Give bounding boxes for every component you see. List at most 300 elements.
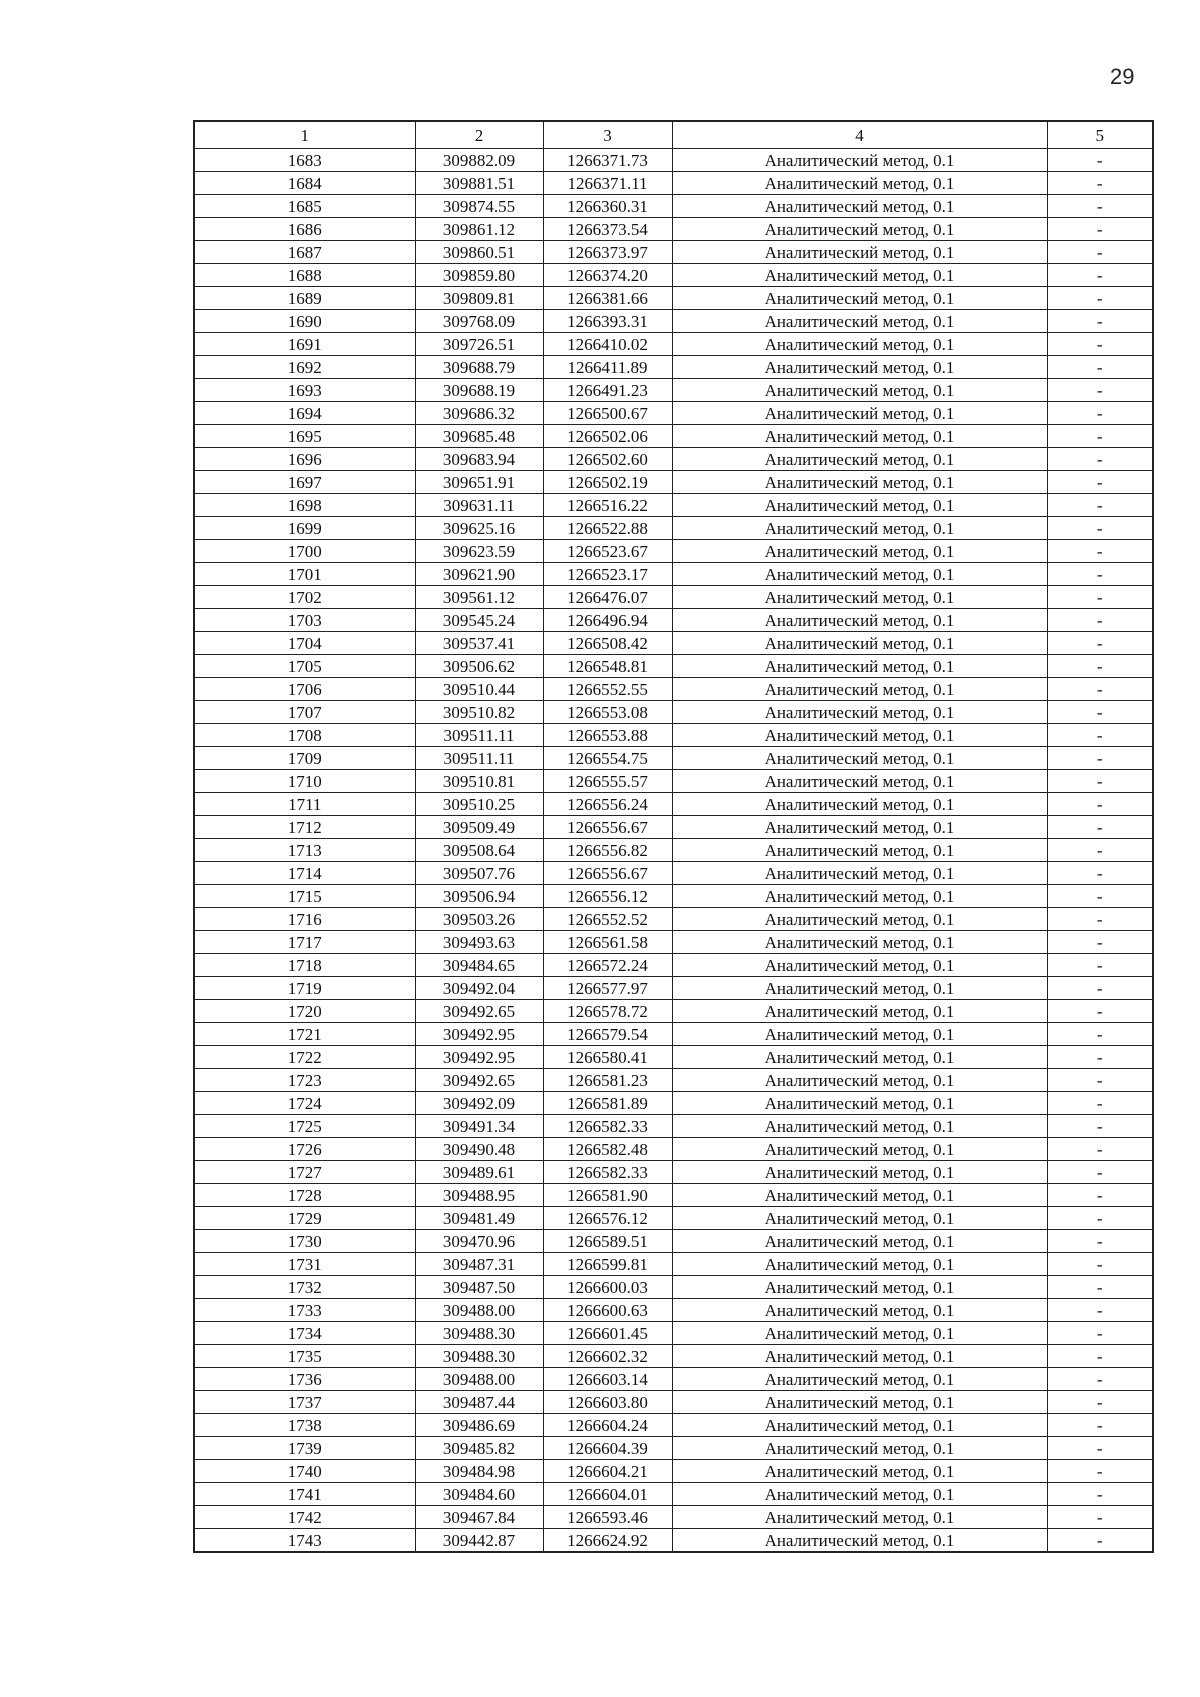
note-cell: - [1047,1529,1153,1553]
table-row [194,632,1153,655]
method-cell: Аналитический метод, 0.1 [672,1529,1047,1553]
point-number-cell: 1694 [194,402,415,425]
table-row [194,172,1153,195]
table-row [194,494,1153,517]
y-coordinate-cell: 1266373.97 [543,241,672,264]
method-cell: Аналитический метод, 0.1 [672,655,1047,678]
x-coordinate-cell: 309484.60 [415,1483,543,1506]
method-cell: Аналитический метод, 0.1 [672,1023,1047,1046]
note-cell: - [1047,586,1153,609]
point-number-cell: 1710 [194,770,415,793]
point-number-cell: 1712 [194,816,415,839]
method-cell: Аналитический метод, 0.1 [672,1115,1047,1138]
method-cell: Аналитический метод, 0.1 [672,402,1047,425]
column-header: 5 [1047,121,1153,149]
note-cell: - [1047,862,1153,885]
table-row [194,1092,1153,1115]
note-cell: - [1047,747,1153,770]
y-coordinate-cell: 1266580.41 [543,1046,672,1069]
column-header: 1 [194,121,415,149]
note-cell: - [1047,471,1153,494]
note-cell: - [1047,402,1153,425]
table-row [194,609,1153,632]
y-coordinate-cell: 1266589.51 [543,1230,672,1253]
column-header: 3 [543,121,672,149]
y-coordinate-cell: 1266603.14 [543,1368,672,1391]
x-coordinate-cell: 309470.96 [415,1230,543,1253]
x-coordinate-cell: 309686.32 [415,402,543,425]
x-coordinate-cell: 309492.65 [415,1069,543,1092]
y-coordinate-cell: 1266599.81 [543,1253,672,1276]
table-row [194,1069,1153,1092]
point-number-cell: 1683 [194,149,415,172]
x-coordinate-cell: 309492.04 [415,977,543,1000]
y-coordinate-cell: 1266360.31 [543,195,672,218]
x-coordinate-cell: 309860.51 [415,241,543,264]
note-cell: - [1047,908,1153,931]
x-coordinate-cell: 309487.50 [415,1276,543,1299]
method-cell: Аналитический метод, 0.1 [672,816,1047,839]
table-row [194,517,1153,540]
point-number-cell: 1709 [194,747,415,770]
table-row [194,333,1153,356]
table-row [194,586,1153,609]
y-coordinate-cell: 1266572.24 [543,954,672,977]
note-cell: - [1047,379,1153,402]
method-cell: Аналитический метод, 0.1 [672,954,1047,977]
y-coordinate-cell: 1266604.39 [543,1437,672,1460]
table-row [194,540,1153,563]
x-coordinate-cell: 309685.48 [415,425,543,448]
table-row [194,1391,1153,1414]
table-row [194,1115,1153,1138]
table-row [194,1529,1153,1553]
note-cell: - [1047,839,1153,862]
x-coordinate-cell: 309491.34 [415,1115,543,1138]
method-cell: Аналитический метод, 0.1 [672,356,1047,379]
table-row [194,287,1153,310]
table-row [194,1230,1153,1253]
y-coordinate-cell: 1266522.88 [543,517,672,540]
y-coordinate-cell: 1266552.52 [543,908,672,931]
note-cell: - [1047,1506,1153,1529]
note-cell: - [1047,149,1153,172]
x-coordinate-cell: 309485.82 [415,1437,543,1460]
y-coordinate-cell: 1266561.58 [543,931,672,954]
page-number: 29 [1110,64,1135,89]
table-header-row [194,121,1153,149]
point-number-cell: 1741 [194,1483,415,1506]
y-coordinate-cell: 1266410.02 [543,333,672,356]
point-number-cell: 1742 [194,1506,415,1529]
method-cell: Аналитический метод, 0.1 [672,1483,1047,1506]
table-row [194,356,1153,379]
point-number-cell: 1688 [194,264,415,287]
y-coordinate-cell: 1266603.80 [543,1391,672,1414]
note-cell: - [1047,977,1153,1000]
y-coordinate-cell: 1266604.01 [543,1483,672,1506]
x-coordinate-cell: 309508.64 [415,839,543,862]
y-coordinate-cell: 1266582.48 [543,1138,672,1161]
note-cell: - [1047,1460,1153,1483]
y-coordinate-cell: 1266556.12 [543,885,672,908]
table-row [194,724,1153,747]
method-cell: Аналитический метод, 0.1 [672,494,1047,517]
y-coordinate-cell: 1266502.19 [543,471,672,494]
note-cell: - [1047,655,1153,678]
y-coordinate-cell: 1266604.24 [543,1414,672,1437]
point-number-cell: 1690 [194,310,415,333]
x-coordinate-cell: 309509.49 [415,816,543,839]
table-row [194,931,1153,954]
method-cell: Аналитический метод, 0.1 [672,333,1047,356]
method-cell: Аналитический метод, 0.1 [672,1069,1047,1092]
x-coordinate-cell: 309510.81 [415,770,543,793]
y-coordinate-cell: 1266582.33 [543,1161,672,1184]
y-coordinate-cell: 1266579.54 [543,1023,672,1046]
point-number-cell: 1699 [194,517,415,540]
method-cell: Аналитический метод, 0.1 [672,701,1047,724]
table-row [194,379,1153,402]
table-row [194,1207,1153,1230]
table-row [194,471,1153,494]
y-coordinate-cell: 1266523.67 [543,540,672,563]
note-cell: - [1047,448,1153,471]
point-number-cell: 1714 [194,862,415,885]
method-cell: Аналитический метод, 0.1 [672,172,1047,195]
point-number-cell: 1716 [194,908,415,931]
method-cell: Аналитический метод, 0.1 [672,678,1047,701]
note-cell: - [1047,310,1153,333]
x-coordinate-cell: 309809.81 [415,287,543,310]
x-coordinate-cell: 309623.59 [415,540,543,563]
y-coordinate-cell: 1266600.03 [543,1276,672,1299]
note-cell: - [1047,1483,1153,1506]
x-coordinate-cell: 309511.11 [415,747,543,770]
note-cell: - [1047,724,1153,747]
note-cell: - [1047,701,1153,724]
method-cell: Аналитический метод, 0.1 [672,149,1047,172]
x-coordinate-cell: 309493.63 [415,931,543,954]
point-number-cell: 1715 [194,885,415,908]
note-cell: - [1047,195,1153,218]
method-cell: Аналитический метод, 0.1 [672,724,1047,747]
note-cell: - [1047,770,1153,793]
point-number-cell: 1730 [194,1230,415,1253]
y-coordinate-cell: 1266581.90 [543,1184,672,1207]
point-number-cell: 1717 [194,931,415,954]
x-coordinate-cell: 309651.91 [415,471,543,494]
point-number-cell: 1687 [194,241,415,264]
method-cell: Аналитический метод, 0.1 [672,1460,1047,1483]
coordinates-table [193,120,1154,1553]
table-row [194,149,1153,172]
point-number-cell: 1731 [194,1253,415,1276]
point-number-cell: 1713 [194,839,415,862]
note-cell: - [1047,1046,1153,1069]
method-cell: Аналитический метод, 0.1 [672,1092,1047,1115]
y-coordinate-cell: 1266576.12 [543,1207,672,1230]
method-cell: Аналитический метод, 0.1 [672,1299,1047,1322]
note-cell: - [1047,1023,1153,1046]
table-row [194,1506,1153,1529]
x-coordinate-cell: 309726.51 [415,333,543,356]
point-number-cell: 1737 [194,1391,415,1414]
x-coordinate-cell: 309631.11 [415,494,543,517]
x-coordinate-cell: 309510.25 [415,793,543,816]
method-cell: Аналитический метод, 0.1 [672,1184,1047,1207]
y-coordinate-cell: 1266556.67 [543,816,672,839]
point-number-cell: 1695 [194,425,415,448]
point-number-cell: 1732 [194,1276,415,1299]
table-row [194,1345,1153,1368]
table-row [194,1368,1153,1391]
method-cell: Аналитический метод, 0.1 [672,1322,1047,1345]
y-coordinate-cell: 1266556.82 [543,839,672,862]
method-cell: Аналитический метод, 0.1 [672,264,1047,287]
point-number-cell: 1702 [194,586,415,609]
y-coordinate-cell: 1266491.23 [543,379,672,402]
method-cell: Аналитический метод, 0.1 [672,908,1047,931]
x-coordinate-cell: 309488.00 [415,1299,543,1322]
method-cell: Аналитический метод, 0.1 [672,471,1047,494]
note-cell: - [1047,1000,1153,1023]
table-row [194,1299,1153,1322]
table-row [194,1322,1153,1345]
x-coordinate-cell: 309488.95 [415,1184,543,1207]
x-coordinate-cell: 309503.26 [415,908,543,931]
point-number-cell: 1738 [194,1414,415,1437]
table-row [194,1184,1153,1207]
method-cell: Аналитический метод, 0.1 [672,287,1047,310]
table-row [194,448,1153,471]
method-cell: Аналитический метод, 0.1 [672,1345,1047,1368]
x-coordinate-cell: 309490.48 [415,1138,543,1161]
table-row [194,701,1153,724]
method-cell: Аналитический метод, 0.1 [672,517,1047,540]
x-coordinate-cell: 309537.41 [415,632,543,655]
point-number-cell: 1723 [194,1069,415,1092]
point-number-cell: 1698 [194,494,415,517]
method-cell: Аналитический метод, 0.1 [672,1207,1047,1230]
point-number-cell: 1743 [194,1529,415,1553]
note-cell: - [1047,1276,1153,1299]
point-number-cell: 1711 [194,793,415,816]
method-cell: Аналитический метод, 0.1 [672,747,1047,770]
y-coordinate-cell: 1266476.07 [543,586,672,609]
method-cell: Аналитический метод, 0.1 [672,1046,1047,1069]
y-coordinate-cell: 1266553.88 [543,724,672,747]
x-coordinate-cell: 309506.62 [415,655,543,678]
x-coordinate-cell: 309487.31 [415,1253,543,1276]
y-coordinate-cell: 1266496.94 [543,609,672,632]
point-number-cell: 1734 [194,1322,415,1345]
point-number-cell: 1719 [194,977,415,1000]
point-number-cell: 1718 [194,954,415,977]
method-cell: Аналитический метод, 0.1 [672,1414,1047,1437]
x-coordinate-cell: 309492.95 [415,1023,543,1046]
note-cell: - [1047,1299,1153,1322]
y-coordinate-cell: 1266381.66 [543,287,672,310]
method-cell: Аналитический метод, 0.1 [672,1253,1047,1276]
table-row [194,1276,1153,1299]
note-cell: - [1047,1322,1153,1345]
column-header: 2 [415,121,543,149]
point-number-cell: 1720 [194,1000,415,1023]
y-coordinate-cell: 1266556.67 [543,862,672,885]
table-row [194,1046,1153,1069]
x-coordinate-cell: 309484.98 [415,1460,543,1483]
method-cell: Аналитический метод, 0.1 [672,1230,1047,1253]
table-row [194,678,1153,701]
x-coordinate-cell: 309859.80 [415,264,543,287]
table-row [194,1138,1153,1161]
note-cell: - [1047,1184,1153,1207]
table-row [194,310,1153,333]
x-coordinate-cell: 309561.12 [415,586,543,609]
x-coordinate-cell: 309488.00 [415,1368,543,1391]
method-cell: Аналитический метод, 0.1 [672,1506,1047,1529]
table-row [194,747,1153,770]
x-coordinate-cell: 309621.90 [415,563,543,586]
table-row [194,264,1153,287]
table-row [194,1414,1153,1437]
note-cell: - [1047,172,1153,195]
table-row [194,770,1153,793]
table-row [194,195,1153,218]
point-number-cell: 1722 [194,1046,415,1069]
y-coordinate-cell: 1266554.75 [543,747,672,770]
point-number-cell: 1685 [194,195,415,218]
note-cell: - [1047,1253,1153,1276]
note-cell: - [1047,425,1153,448]
point-number-cell: 1735 [194,1345,415,1368]
method-cell: Аналитический метод, 0.1 [672,1161,1047,1184]
x-coordinate-cell: 309510.82 [415,701,543,724]
method-cell: Аналитический метод, 0.1 [672,1391,1047,1414]
note-cell: - [1047,356,1153,379]
table-row [194,241,1153,264]
point-number-cell: 1728 [194,1184,415,1207]
note-cell: - [1047,931,1153,954]
y-coordinate-cell: 1266578.72 [543,1000,672,1023]
note-cell: - [1047,1368,1153,1391]
method-cell: Аналитический метод, 0.1 [672,609,1047,632]
point-number-cell: 1740 [194,1460,415,1483]
note-cell: - [1047,241,1153,264]
note-cell: - [1047,1115,1153,1138]
point-number-cell: 1739 [194,1437,415,1460]
y-coordinate-cell: 1266548.81 [543,655,672,678]
x-coordinate-cell: 309511.11 [415,724,543,747]
note-cell: - [1047,1207,1153,1230]
x-coordinate-cell: 309506.94 [415,885,543,908]
note-cell: - [1047,632,1153,655]
table-row [194,218,1153,241]
x-coordinate-cell: 309510.44 [415,678,543,701]
y-coordinate-cell: 1266502.06 [543,425,672,448]
method-cell: Аналитический метод, 0.1 [672,241,1047,264]
table-row [194,954,1153,977]
method-cell: Аналитический метод, 0.1 [672,1437,1047,1460]
note-cell: - [1047,287,1153,310]
x-coordinate-cell: 309486.69 [415,1414,543,1437]
y-coordinate-cell: 1266393.31 [543,310,672,333]
note-cell: - [1047,885,1153,908]
point-number-cell: 1724 [194,1092,415,1115]
y-coordinate-cell: 1266602.32 [543,1345,672,1368]
method-cell: Аналитический метод, 0.1 [672,1276,1047,1299]
y-coordinate-cell: 1266371.11 [543,172,672,195]
y-coordinate-cell: 1266577.97 [543,977,672,1000]
point-number-cell: 1691 [194,333,415,356]
x-coordinate-cell: 309688.79 [415,356,543,379]
x-coordinate-cell: 309683.94 [415,448,543,471]
x-coordinate-cell: 309874.55 [415,195,543,218]
table-row [194,862,1153,885]
point-number-cell: 1727 [194,1161,415,1184]
table-row [194,839,1153,862]
note-cell: - [1047,678,1153,701]
x-coordinate-cell: 309881.51 [415,172,543,195]
table-row [194,1161,1153,1184]
method-cell: Аналитический метод, 0.1 [672,885,1047,908]
point-number-cell: 1686 [194,218,415,241]
method-cell: Аналитический метод, 0.1 [672,793,1047,816]
point-number-cell: 1693 [194,379,415,402]
point-number-cell: 1707 [194,701,415,724]
x-coordinate-cell: 309545.24 [415,609,543,632]
y-coordinate-cell: 1266502.60 [543,448,672,471]
x-coordinate-cell: 309487.44 [415,1391,543,1414]
point-number-cell: 1721 [194,1023,415,1046]
y-coordinate-cell: 1266593.46 [543,1506,672,1529]
note-cell: - [1047,517,1153,540]
y-coordinate-cell: 1266373.54 [543,218,672,241]
method-cell: Аналитический метод, 0.1 [672,632,1047,655]
table-row [194,977,1153,1000]
note-cell: - [1047,793,1153,816]
method-cell: Аналитический метод, 0.1 [672,310,1047,333]
note-cell: - [1047,816,1153,839]
method-cell: Аналитический метод, 0.1 [672,1000,1047,1023]
y-coordinate-cell: 1266555.57 [543,770,672,793]
table-row [194,1000,1153,1023]
table-row [194,793,1153,816]
y-coordinate-cell: 1266601.45 [543,1322,672,1345]
method-cell: Аналитический метод, 0.1 [672,195,1047,218]
point-number-cell: 1697 [194,471,415,494]
column-header: 4 [672,121,1047,149]
y-coordinate-cell: 1266552.55 [543,678,672,701]
y-coordinate-cell: 1266523.17 [543,563,672,586]
note-cell: - [1047,264,1153,287]
method-cell: Аналитический метод, 0.1 [672,931,1047,954]
x-coordinate-cell: 309492.95 [415,1046,543,1069]
method-cell: Аналитический метод, 0.1 [672,1138,1047,1161]
y-coordinate-cell: 1266582.33 [543,1115,672,1138]
note-cell: - [1047,1092,1153,1115]
x-coordinate-cell: 309488.30 [415,1322,543,1345]
method-cell: Аналитический метод, 0.1 [672,839,1047,862]
table-row [194,1253,1153,1276]
x-coordinate-cell: 309467.84 [415,1506,543,1529]
x-coordinate-cell: 309489.61 [415,1161,543,1184]
y-coordinate-cell: 1266371.73 [543,149,672,172]
point-number-cell: 1696 [194,448,415,471]
x-coordinate-cell: 309481.49 [415,1207,543,1230]
y-coordinate-cell: 1266374.20 [543,264,672,287]
